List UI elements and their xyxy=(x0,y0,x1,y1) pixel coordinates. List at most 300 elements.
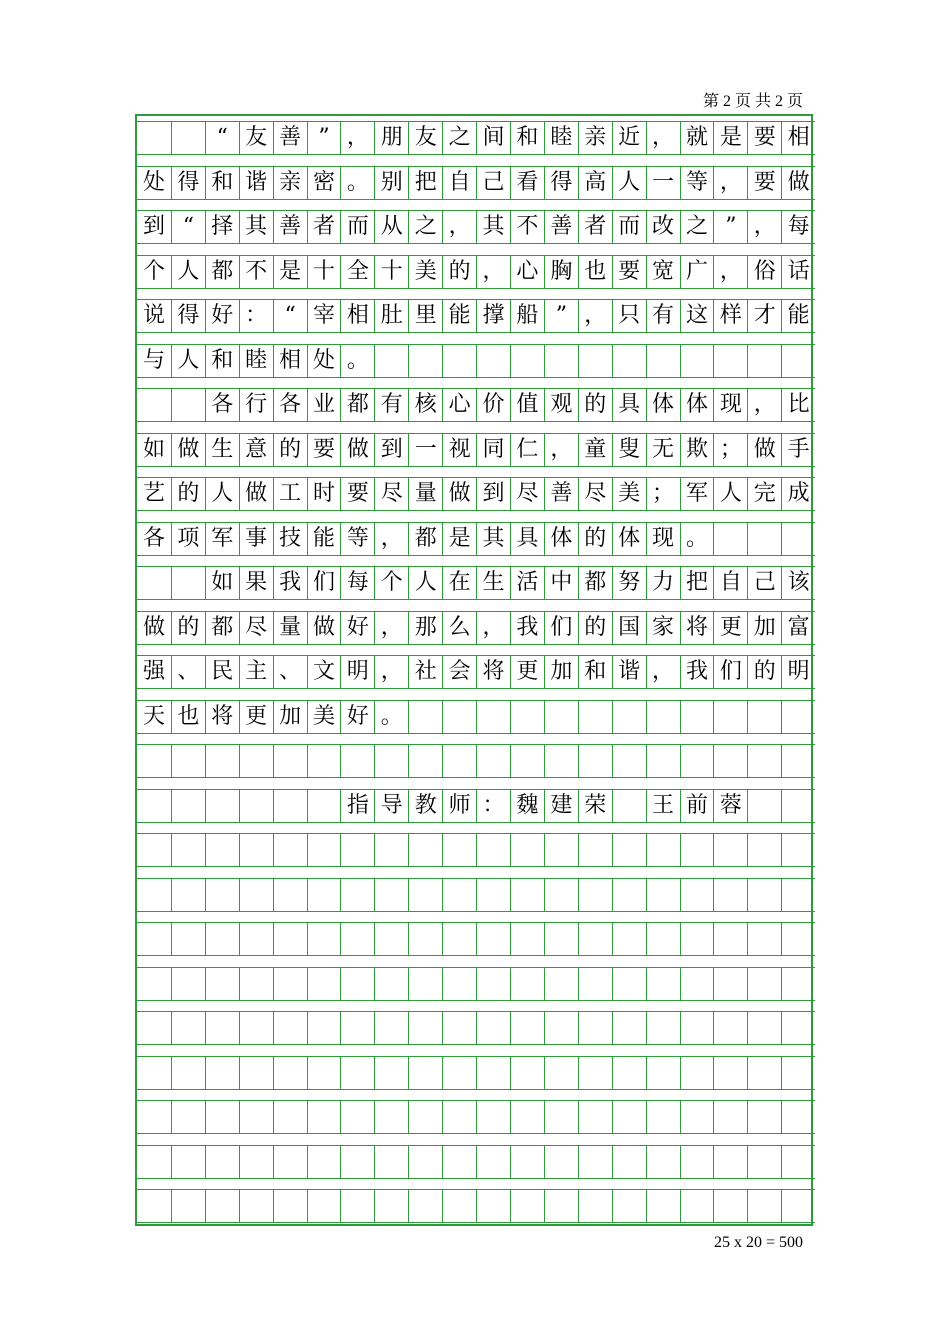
grid-cell xyxy=(713,1145,747,1179)
grid-cell: 之 xyxy=(408,210,442,244)
grid-cell xyxy=(307,1189,341,1223)
grid-cell xyxy=(646,878,680,912)
grid-cell xyxy=(137,388,171,422)
grid-cell: 善 xyxy=(544,210,578,244)
grid-cell: 那 xyxy=(408,611,442,645)
grid-cell xyxy=(239,1011,273,1045)
grid-cell xyxy=(578,878,612,912)
grid-cell: ， xyxy=(340,121,374,155)
grid-cell xyxy=(781,967,815,1001)
grid-row xyxy=(137,1056,815,1090)
grid-cell: 中 xyxy=(544,566,578,600)
grid-cell: 技 xyxy=(273,522,307,556)
grid-cell: 生 xyxy=(205,433,239,467)
grid-cell xyxy=(408,922,442,956)
grid-cell: “ xyxy=(273,299,307,333)
grid-cell xyxy=(171,1056,205,1090)
grid-cell: 。 xyxy=(340,344,374,378)
grid-cell xyxy=(646,700,680,734)
grid-cell: 果 xyxy=(239,566,273,600)
grid-cell xyxy=(307,967,341,1001)
grid-cell: 比 xyxy=(781,388,815,422)
grid-cell: 的 xyxy=(747,655,781,689)
grid-cell: 加 xyxy=(273,700,307,734)
grid-cell xyxy=(680,1056,714,1090)
grid-cell: 。 xyxy=(374,700,408,734)
grid-cell xyxy=(612,1011,646,1045)
grid-cell: 朋 xyxy=(374,121,408,155)
grid-cell xyxy=(544,833,578,867)
grid-cell: 改 xyxy=(646,210,680,244)
grid-cell: ， xyxy=(578,299,612,333)
grid-cell: 和 xyxy=(510,121,544,155)
grid-cell: 宰 xyxy=(307,299,341,333)
grid-cell xyxy=(239,833,273,867)
grid-cell: 也 xyxy=(578,255,612,289)
grid-cell: 里 xyxy=(408,299,442,333)
grid-cell xyxy=(239,1145,273,1179)
grid-cell xyxy=(374,922,408,956)
grid-row xyxy=(137,833,815,867)
grid-cell xyxy=(510,1189,544,1223)
grid-cell: ， xyxy=(544,433,578,467)
grid-cell: 量 xyxy=(408,477,442,511)
grid-cell xyxy=(239,789,273,823)
grid-cell xyxy=(713,878,747,912)
grid-cell xyxy=(171,833,205,867)
grid-cell: 都 xyxy=(578,566,612,600)
grid-cell xyxy=(646,1145,680,1179)
grid-cell xyxy=(442,1011,476,1045)
grid-cell: 强 xyxy=(137,655,171,689)
grid-cell xyxy=(612,1100,646,1134)
grid-cell xyxy=(747,1056,781,1090)
grid-cell xyxy=(171,1100,205,1134)
grid-cell xyxy=(747,1011,781,1045)
grid-cell: 的 xyxy=(171,611,205,645)
grid-cell: ， xyxy=(713,255,747,289)
grid-cell: 才 xyxy=(747,299,781,333)
grid-cell: 、 xyxy=(171,655,205,689)
grid-cell xyxy=(171,1011,205,1045)
grid-cell: 尽 xyxy=(374,477,408,511)
grid-cell: 的 xyxy=(171,477,205,511)
grid-cell: 船 xyxy=(510,299,544,333)
grid-cell xyxy=(340,1056,374,1090)
grid-cell xyxy=(273,744,307,778)
grid-cell xyxy=(646,967,680,1001)
grid-cell: 。 xyxy=(680,522,714,556)
grid-cell xyxy=(680,878,714,912)
grid-cell xyxy=(578,967,612,1001)
grid-cell: 自 xyxy=(713,566,747,600)
grid-cell xyxy=(442,967,476,1001)
grid-cell: 人 xyxy=(205,477,239,511)
grid-cell xyxy=(307,1011,341,1045)
grid-cell xyxy=(273,1145,307,1179)
grid-row xyxy=(137,878,815,912)
grid-cell xyxy=(713,522,747,556)
grid-cell: 肚 xyxy=(374,299,408,333)
grid-cell: 导 xyxy=(374,789,408,823)
grid-cell xyxy=(544,1011,578,1045)
grid-cell xyxy=(713,700,747,734)
grid-cell: 有 xyxy=(646,299,680,333)
grid-cell xyxy=(747,833,781,867)
grid-cell: 加 xyxy=(747,611,781,645)
grid-cell: 都 xyxy=(340,388,374,422)
grid-cell: 和 xyxy=(205,344,239,378)
grid-cell xyxy=(171,744,205,778)
grid-cell xyxy=(239,744,273,778)
grid-cell xyxy=(137,1011,171,1045)
grid-cell: 各 xyxy=(137,522,171,556)
grid-cell: 体 xyxy=(646,388,680,422)
grid-row xyxy=(137,744,815,778)
grid-cell xyxy=(307,744,341,778)
grid-cell xyxy=(747,522,781,556)
grid-cell: 力 xyxy=(646,566,680,600)
grid-cell xyxy=(442,1145,476,1179)
grid-cell xyxy=(171,566,205,600)
grid-cell xyxy=(239,878,273,912)
grid-cell xyxy=(476,1056,510,1090)
grid-cell xyxy=(747,344,781,378)
grid-cell xyxy=(510,1145,544,1179)
grid-cell: 项 xyxy=(171,522,205,556)
grid-cell xyxy=(171,922,205,956)
grid-cell xyxy=(137,967,171,1001)
grid-cell: 童 xyxy=(578,433,612,467)
grid-cell xyxy=(713,744,747,778)
grid-cell: “ xyxy=(171,210,205,244)
grid-cell: 做 xyxy=(781,166,815,200)
grid-cell xyxy=(713,833,747,867)
grid-cell: 宽 xyxy=(646,255,680,289)
grid-cell xyxy=(747,1145,781,1179)
grid-cell: 的 xyxy=(273,433,307,467)
grid-cell xyxy=(476,922,510,956)
grid-cell: ， xyxy=(646,121,680,155)
grid-cell: 心 xyxy=(442,388,476,422)
grid-cell xyxy=(781,344,815,378)
grid-cell xyxy=(713,1056,747,1090)
grid-cell: 人 xyxy=(171,344,205,378)
grid-row xyxy=(137,433,815,467)
grid-cell: 将 xyxy=(476,655,510,689)
grid-cell xyxy=(612,922,646,956)
grid-cell: 体 xyxy=(612,522,646,556)
grid-cell: 们 xyxy=(713,655,747,689)
grid-cell: 明 xyxy=(781,655,815,689)
grid-cell: 要 xyxy=(612,255,646,289)
grid-cell: 该 xyxy=(781,566,815,600)
grid-cell: 与 xyxy=(137,344,171,378)
grid-cell: 、 xyxy=(273,655,307,689)
grid-cell: 现 xyxy=(646,522,680,556)
grid-cell xyxy=(680,833,714,867)
grid-cell xyxy=(713,344,747,378)
grid-cell xyxy=(612,833,646,867)
grid-cell: 做 xyxy=(239,477,273,511)
grid-cell xyxy=(781,1100,815,1134)
grid-cell: 努 xyxy=(612,566,646,600)
grid-cell xyxy=(781,522,815,556)
grid-cell: 么 xyxy=(442,611,476,645)
grid-cell: 高 xyxy=(578,166,612,200)
grid-cell xyxy=(239,1100,273,1134)
grid-row xyxy=(137,210,815,244)
grid-cell: 都 xyxy=(205,611,239,645)
grid-cell xyxy=(544,1056,578,1090)
grid-cell xyxy=(510,967,544,1001)
grid-cell xyxy=(239,967,273,1001)
grid-cell: 要 xyxy=(340,477,374,511)
grid-cell xyxy=(408,700,442,734)
grid-cell: 亲 xyxy=(578,121,612,155)
grid-cell xyxy=(544,700,578,734)
grid-cell: 美 xyxy=(307,700,341,734)
grid-cell: ” xyxy=(544,299,578,333)
grid-cell xyxy=(408,967,442,1001)
grid-cell xyxy=(747,922,781,956)
grid-cell xyxy=(137,1056,171,1090)
grid-cell: 能 xyxy=(442,299,476,333)
grid-cell xyxy=(510,878,544,912)
grid-cell: 视 xyxy=(442,433,476,467)
grid-cell: 的 xyxy=(578,522,612,556)
grid-cell: 明 xyxy=(340,655,374,689)
grid-cell xyxy=(781,833,815,867)
grid-cell xyxy=(781,700,815,734)
grid-row xyxy=(137,1189,815,1223)
grid-row xyxy=(137,166,815,200)
grid-cell xyxy=(171,1145,205,1179)
grid-cell: 友 xyxy=(239,121,273,155)
grid-cell: ” xyxy=(713,210,747,244)
grid-cell xyxy=(137,1145,171,1179)
grid-cell: 间 xyxy=(476,121,510,155)
grid-cell xyxy=(612,967,646,1001)
grid-cell: 把 xyxy=(680,566,714,600)
grid-cell: 有 xyxy=(374,388,408,422)
grid-cell: “ xyxy=(205,121,239,155)
grid-cell: 而 xyxy=(340,210,374,244)
grid-cell: 生 xyxy=(476,566,510,600)
grid-cell: 是 xyxy=(713,121,747,155)
grid-cell: 个 xyxy=(137,255,171,289)
grid-cell xyxy=(510,833,544,867)
grid-cell: 会 xyxy=(442,655,476,689)
grid-cell xyxy=(747,700,781,734)
grid-row xyxy=(137,121,815,155)
grid-cell xyxy=(408,878,442,912)
grid-cell xyxy=(171,388,205,422)
grid-cell: 个 xyxy=(374,566,408,600)
grid-cell: 等 xyxy=(680,166,714,200)
grid-cell: 国 xyxy=(612,611,646,645)
grid-cell: 时 xyxy=(307,477,341,511)
grid-cell xyxy=(544,922,578,956)
grid-cell xyxy=(374,1056,408,1090)
grid-cell xyxy=(510,744,544,778)
grid-cell: 教 xyxy=(408,789,442,823)
grid-cell: 自 xyxy=(442,166,476,200)
grid-cell xyxy=(544,878,578,912)
grid-cell xyxy=(137,789,171,823)
grid-cell xyxy=(442,700,476,734)
grid-cell xyxy=(205,789,239,823)
grid-cell xyxy=(239,1189,273,1223)
grid-cell xyxy=(578,344,612,378)
grid-cell: 好 xyxy=(340,700,374,734)
grid-cell xyxy=(442,833,476,867)
grid-cell: 行 xyxy=(239,388,273,422)
grid-cell: 如 xyxy=(137,433,171,467)
grid-cell xyxy=(205,1145,239,1179)
grid-cell: 相 xyxy=(340,299,374,333)
grid-cell: 人 xyxy=(408,566,442,600)
grid-cell: 得 xyxy=(171,299,205,333)
grid-cell: 们 xyxy=(544,611,578,645)
grid-cell: 各 xyxy=(273,388,307,422)
grid-cell xyxy=(713,1100,747,1134)
grid-cell: 之 xyxy=(680,210,714,244)
grid-cell xyxy=(680,1189,714,1223)
grid-cell xyxy=(340,1100,374,1134)
grid-cell xyxy=(680,344,714,378)
grid-cell: 从 xyxy=(374,210,408,244)
grid-cell: 在 xyxy=(442,566,476,600)
grid-cell: 睦 xyxy=(544,121,578,155)
grid-cell xyxy=(340,1011,374,1045)
grid-cell: 近 xyxy=(612,121,646,155)
grid-cell xyxy=(544,1189,578,1223)
grid-cell: 加 xyxy=(544,655,578,689)
grid-cell: 同 xyxy=(476,433,510,467)
grid-cell xyxy=(273,878,307,912)
grid-cell xyxy=(307,1056,341,1090)
grid-cell: ： xyxy=(239,299,273,333)
grid-cell: 值 xyxy=(510,388,544,422)
grid-cell xyxy=(442,344,476,378)
grid-cell: 不 xyxy=(510,210,544,244)
grid-cell: 和 xyxy=(578,655,612,689)
grid-cell: 军 xyxy=(680,477,714,511)
grid-cell xyxy=(205,833,239,867)
grid-cell xyxy=(205,922,239,956)
grid-cell: 善 xyxy=(273,121,307,155)
grid-count-label: 25 x 20 = 500 xyxy=(713,1234,803,1251)
grid-cell xyxy=(646,833,680,867)
grid-cell: 叟 xyxy=(612,433,646,467)
grid-cell: ； xyxy=(713,433,747,467)
grid-cell: 核 xyxy=(408,388,442,422)
grid-cell: 一 xyxy=(408,433,442,467)
grid-cell: 是 xyxy=(442,522,476,556)
grid-cell xyxy=(408,833,442,867)
grid-cell: 善 xyxy=(273,210,307,244)
grid-cell xyxy=(510,1056,544,1090)
grid-cell xyxy=(747,1100,781,1134)
grid-cell: 做 xyxy=(307,611,341,645)
grid-row xyxy=(137,344,815,378)
grid-cell: 亲 xyxy=(273,166,307,200)
grid-cell: 者 xyxy=(307,210,341,244)
grid-cell xyxy=(408,1056,442,1090)
grid-cell: 如 xyxy=(205,566,239,600)
grid-cell: 俗 xyxy=(747,255,781,289)
grid-cell: 把 xyxy=(408,166,442,200)
grid-row xyxy=(137,255,815,289)
grid-cell xyxy=(273,789,307,823)
grid-cell xyxy=(476,1011,510,1045)
grid-cell xyxy=(374,878,408,912)
grid-cell xyxy=(374,1145,408,1179)
grid-cell xyxy=(510,344,544,378)
grid-cell xyxy=(578,744,612,778)
grid-cell xyxy=(273,1011,307,1045)
grid-row xyxy=(137,655,815,689)
grid-cell xyxy=(205,744,239,778)
grid-cell xyxy=(374,1100,408,1134)
grid-cell: 更 xyxy=(510,655,544,689)
grid-cell: ， xyxy=(374,522,408,556)
grid-cell: 是 xyxy=(273,255,307,289)
grid-cell xyxy=(137,566,171,600)
grid-cell: 要 xyxy=(747,121,781,155)
grid-cell: 完 xyxy=(747,477,781,511)
grid-cell: 能 xyxy=(307,522,341,556)
grid-cell xyxy=(578,1011,612,1045)
grid-cell: 文 xyxy=(307,655,341,689)
grid-cell xyxy=(273,1189,307,1223)
grid-cell xyxy=(340,967,374,1001)
grid-cell: 者 xyxy=(578,210,612,244)
grid-cell: 师 xyxy=(442,789,476,823)
grid-cell: 具 xyxy=(612,388,646,422)
grid-cell xyxy=(680,700,714,734)
grid-cell xyxy=(171,121,205,155)
grid-row xyxy=(137,922,815,956)
grid-cell: 社 xyxy=(408,655,442,689)
grid-cell: 做 xyxy=(442,477,476,511)
grid-cell: 等 xyxy=(340,522,374,556)
grid-cell xyxy=(171,789,205,823)
grid-cell: 睦 xyxy=(239,344,273,378)
grid-cell: 一 xyxy=(646,166,680,200)
grid-cell: 手 xyxy=(781,433,815,467)
grid-row xyxy=(137,299,815,333)
grid-cell: 别 xyxy=(374,166,408,200)
grid-row xyxy=(137,700,815,734)
grid-cell xyxy=(781,1145,815,1179)
grid-cell: 意 xyxy=(239,433,273,467)
grid-cell xyxy=(374,344,408,378)
grid-cell xyxy=(239,922,273,956)
grid-cell: 到 xyxy=(476,477,510,511)
grid-cell xyxy=(544,967,578,1001)
grid-cell xyxy=(476,1100,510,1134)
grid-cell: 。 xyxy=(340,166,374,200)
grid-cell: 指 xyxy=(340,789,374,823)
grid-cell: 成 xyxy=(781,477,815,511)
grid-cell xyxy=(442,1189,476,1223)
grid-cell: 体 xyxy=(680,388,714,422)
grid-row xyxy=(137,789,815,823)
grid-cell xyxy=(781,1189,815,1223)
grid-cell xyxy=(680,1145,714,1179)
